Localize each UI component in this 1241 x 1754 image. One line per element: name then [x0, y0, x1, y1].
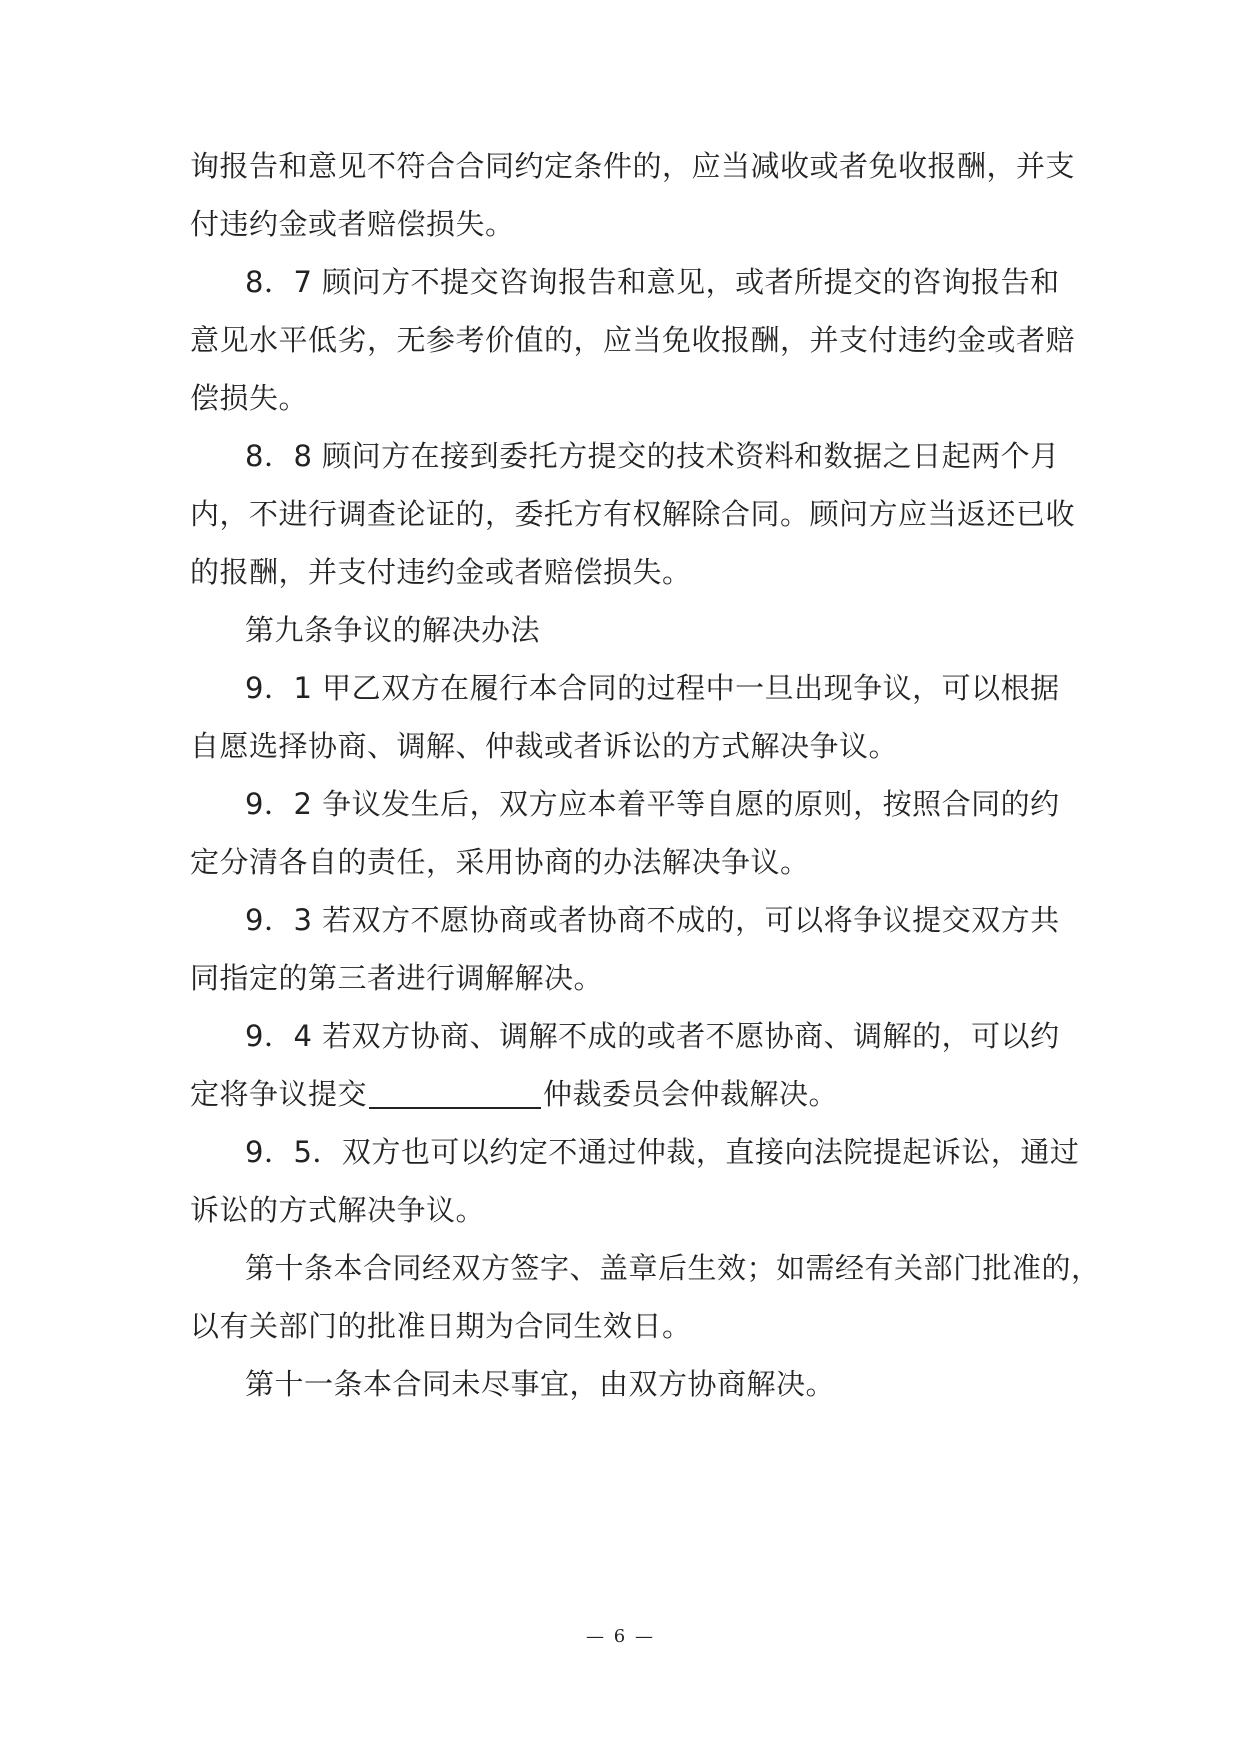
clause-9-2: 9．2 争议发生后，双方应本着平等自愿的原则，按照合同的约 — [245, 787, 1060, 821]
clause-9-5: 9．5．双方也可以约定不通过仲裁，直接向法院提起诉讼，通过 — [245, 1135, 1080, 1169]
article-10: 第十条本合同经双方签字、盖章后生效；如需经有关部门批准的， — [245, 1251, 1101, 1285]
clause-9-4: 9．4 若双方协商、调解不成的或者不愿协商、调解的，可以约 — [245, 1019, 1060, 1053]
article-9-heading: 第九条争议的解决办法 — [245, 613, 541, 647]
text-line: 定分清各自的责任，采用协商的办法解决争议。 — [190, 845, 810, 879]
arbitration-text-before: 定将争议提交 — [190, 1077, 368, 1111]
text-line: 偿损失。 — [190, 381, 309, 415]
text-line: 同指定的第三者进行调解解决。 — [190, 961, 604, 995]
text-line: 意见水平低劣，无参考价值的，应当免收报酬，并支付违约金或者赔 — [190, 323, 1076, 357]
clause-9-1: 9．1 甲乙双方在履行本合同的过程中一旦出现争议，可以根据 — [245, 671, 1060, 705]
arbitration-blank-field[interactable] — [369, 1079, 541, 1109]
text-line: 的报酬，并支付违约金或者赔偿损失。 — [190, 555, 692, 589]
clause-8-7: 8．7 顾问方不提交咨询报告和意见，或者所提交的咨询报告和 — [245, 265, 1060, 299]
text-line: 诉讼的方式解决争议。 — [190, 1193, 486, 1227]
text-line: 内，不进行调查论证的，委托方有权解除合同。顾问方应当返还已收 — [190, 497, 1076, 531]
text-line: 自愿选择协商、调解、仲裁或者诉讼的方式解决争议。 — [190, 729, 899, 763]
article-11: 第十一条本合同未尽事宜，由双方协商解决。 — [245, 1367, 836, 1401]
clause-8-8: 8．8 顾问方在接到委托方提交的技术资料和数据之日起两个月 — [245, 439, 1060, 473]
clause-9-3: 9．3 若双方不愿协商或者协商不成的，可以将争议提交双方共 — [245, 903, 1060, 937]
text-line: 以有关部门的批准日期为合同生效日。 — [190, 1309, 692, 1343]
arbitration-line — [190, 1074, 1060, 1114]
page-number: — 6 — — [586, 1626, 655, 1647]
text-line: 付违约金或者赔偿损失。 — [190, 207, 515, 241]
arbitration-text-after: 仲裁委员会仲裁解决。 — [543, 1077, 839, 1111]
text-line: 询报告和意见不符合合同约定条件的，应当减收或者免收报酬，并支 — [190, 149, 1076, 183]
